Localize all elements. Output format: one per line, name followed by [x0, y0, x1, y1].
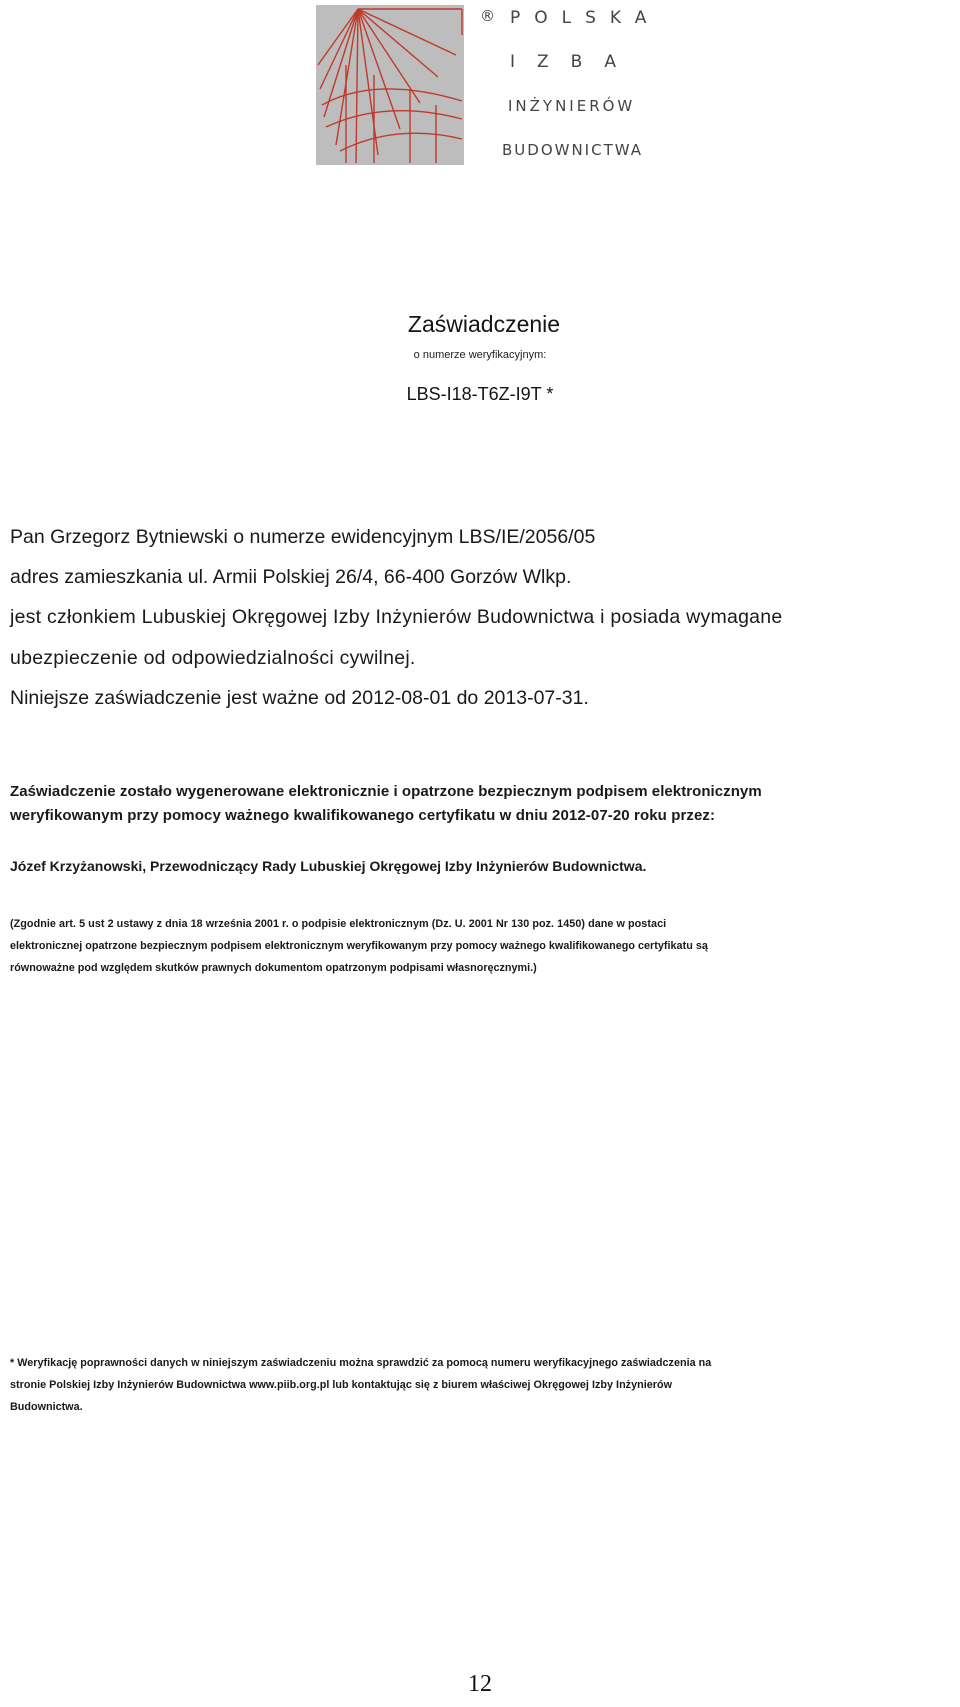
svg-text:®: ®: [480, 7, 495, 25]
membership-line: jest członkiem Lubuskiej Okręgowej Izby Inżynierów Budownictwa i posiada wymagane: [10, 606, 783, 628]
logo-text: [480, 5, 661, 165]
document-title: Zaświadczenie: [407, 311, 561, 337]
svg-text:POLSKA: POLSKA: [510, 8, 661, 28]
footnote-line-1: * Weryfikację poprawności danych w niniejszym zaświadczeniu można sprawdzić za pomocą numeru weryfikacyjnego zaświadczenia na: [10, 1357, 712, 1369]
piib-logo: [316, 5, 661, 165]
insurance-line: ubezpieczenie od odpowiedzialności cywilnej.: [10, 647, 416, 669]
validity-line: Niniejsze zaświadczenie jest ważne od 2012-08-01 do 2013-07-31.: [10, 687, 589, 709]
footnote-line-3: Budownictwa.: [10, 1401, 83, 1413]
generated-statement-line-1: Zaświadczenie zostało wygenerowane elektronicznie i opatrzone bezpiecznym podpisem elektronicznym: [10, 783, 762, 800]
generated-statement-line-2: weryfikowanym przy pomocy ważnego kwalifikowanego certyfikatu w dniu 2012-07-20 roku przez:: [10, 807, 716, 824]
holder-address-line: adres zamieszkania ul. Armii Polskiej 26/4, 66-400 Gorzów Wlkp.: [10, 566, 572, 588]
page-number: 12: [468, 1671, 492, 1697]
verification-code: LBS-I18-T6Z-I9T *: [406, 384, 554, 404]
svg-text:IZBA: IZBA: [510, 52, 638, 72]
legal-note-line-3: równoważne pod względem skutków prawnych dokumentom opatrzonym podpisami własnoręcznymi.): [10, 962, 537, 974]
svg-text:BUDOWNICTWA: BUDOWNICTWA: [502, 141, 644, 159]
svg-text:INŻYNIERÓW: INŻYNIERÓW: [508, 97, 636, 115]
document-subtitle: o numerze weryfikacyjnym:: [413, 349, 547, 361]
logo-graphic-icon: [316, 5, 464, 165]
holder-name-line: Pan Grzegorz Bytniewski o numerze ewidencyjnym LBS/IE/2056/05: [10, 526, 596, 548]
legal-note-line-1: (Zgodnie art. 5 ust 2 ustawy z dnia 18 września 2001 r. o podpisie elektronicznym (Dz. U. 2001 Nr 130 poz. 1450) dane w postaci: [10, 918, 667, 930]
signer-line: Józef Krzyżanowski, Przewodniczący Rady Lubuskiej Okręgowej Izby Inżynierów Budownictwa.: [10, 858, 647, 874]
legal-note-line-2: elektronicznej opatrzone bezpiecznym podpisem elektronicznym weryfikowanym przy pomocy ważnego kwalifikowanego certyfikatu są: [10, 940, 708, 952]
footnote-line-2: stronie Polskiej Izby Inżynierów Budownictwa www.piib.org.pl lub kontaktując się z biurem właściwej Okręgowej Izby Inżynierów: [10, 1379, 673, 1391]
